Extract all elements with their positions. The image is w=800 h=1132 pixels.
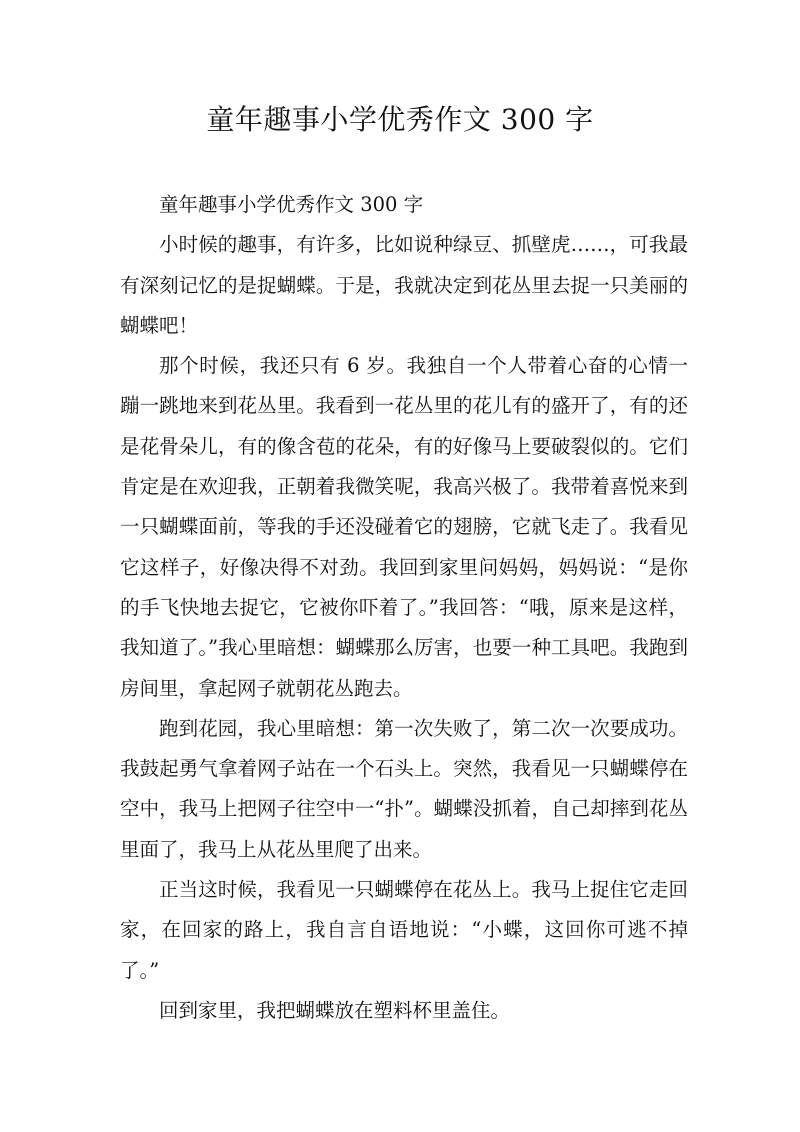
paragraph: 跑到花园，我心里暗想：第一次失败了，第二次一次要成功。我鼓起勇气拿着网子站在一个石头上。突然，我看见一只蝴蝶停在空中，我马上把网子往空中一“扑”。蝴蝶没抓着，自己却摔到花丛里面了，我马上从花丛里爬了出来。 (120, 716, 688, 861)
document-body (120, 185, 688, 1031)
paragraph: 小时候的趣事，有许多，比如说种绿豆、抓壁虎……，可我最有深刻记忆的是捉蝴蝶。于是，我就决定到花丛里去捉一只美丽的蝴蝶吧！ (120, 233, 688, 337)
paragraph: 回到家里，我把蝴蝶放在塑料杯里盖住。 (159, 998, 511, 1022)
paragraph: 那个时候，我还只有 6 岁。我独自一个人带着心奋的心情一蹦一跳地来到花丛里。我看到一花丛里的花儿有的盛开了，有的还是花骨朵儿，有的像含苞的花朵，有的好像马上要破裂似的。它们肯定是在欢迎我，正朝着我微笑呢，我高兴极了。我带着喜悦来到一只蝴蝶面前，等我的手还没碰着它的翅膀，它就飞走了。我看见它这样子，好像决得不对劲。我回到家里问妈妈，妈妈说：“是你的手飞快地去捉它，它被你吓着了。”我回答：“哦，原来是这样，我知道了。”我心里暗想：蝴蝶那么厉害，也要一种工具吧。我跑到房间里，拿起网子就朝花丛跑去。 (120, 354, 688, 700)
document-title: 童年趣事小学优秀作文 300 字 (206, 103, 594, 136)
paragraph: 童年趣事小学优秀作文 300 字 (159, 193, 424, 216)
paragraph: 正当这时候，我看见一只蝴蝶停在花丛上。我马上捉住它走回家，在回家的路上，我自言自语地说：“小蝶，这回你可逃不掉了。” (120, 878, 688, 982)
